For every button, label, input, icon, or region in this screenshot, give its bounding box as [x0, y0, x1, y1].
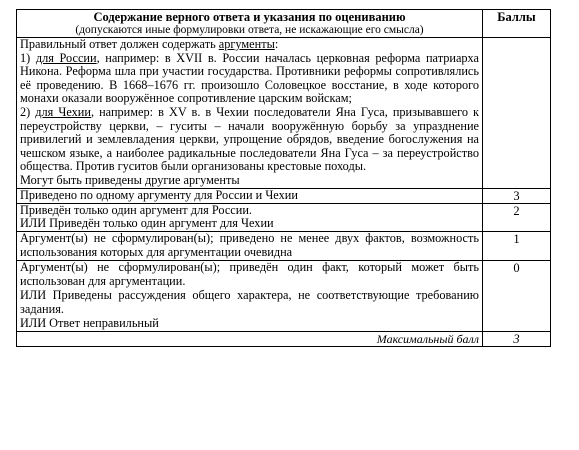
- arguments-term: аргументы: [218, 37, 275, 51]
- criterion-score: 0: [483, 261, 551, 332]
- header-row: [17, 10, 551, 38]
- answer-points-cell: [483, 38, 551, 189]
- criterion-row: [17, 261, 551, 332]
- country-czech: для Чехии: [35, 104, 91, 119]
- criterion-row: [17, 188, 551, 203]
- answer-intro: Правильный ответ должен содержать аргументы:: [20, 37, 279, 51]
- max-score-value: 3: [483, 331, 551, 346]
- criterion-row: [17, 203, 551, 232]
- criterion-score: 3: [483, 188, 551, 203]
- criterion-text: Приведён только один аргумент для России. ИЛИ Приведён только один аргумент для Чехии: [17, 203, 483, 232]
- criterion-text: Приведено по одному аргументу для России и Чехии: [17, 188, 483, 203]
- criterion-text: Аргумент(ы) не сформулирован(ы); приведено не менее двух фактов, возможность использования которых для аргументации очевидна: [17, 232, 483, 261]
- criterion-score: 2: [483, 203, 551, 232]
- points-header: Баллы: [483, 10, 551, 38]
- criterion-text: Аргумент(ы) не сформулирован(ы); приведён один факт, который может быть использован для аргументации. ИЛИ Приведены рассуждения общего характера, не соответствующие требованию задания. ИЛИ Ответ неправильный: [17, 261, 483, 332]
- header-cell: [17, 10, 483, 38]
- other-arguments-note: Могут быть приведены другие аргументы: [20, 172, 240, 187]
- grading-table: [16, 9, 551, 347]
- max-score-label: Максимальный балл: [17, 331, 483, 346]
- answer-cell: [17, 38, 483, 189]
- country-russia: для России: [35, 50, 97, 65]
- max-row: [17, 331, 551, 346]
- criterion-score: 1: [483, 232, 551, 261]
- argument-czech: 2) для Чехии, например: в XV в. в Чехии последователи Яна Гуса, призывавшего к переустройству церкви, – гуситы – начали вооружённую борьбу за упразднение привилегий и землевладения церкви, упрощение обрядов, введение богослужения на чешском языке, а наиболее радикальные последователи Яна Гуса – за переустройство общества. Против гуситов были организованы крестовые походы.: [20, 104, 479, 174]
- header-title: Содержание верного ответа и указания по оцениванию: [93, 10, 406, 24]
- argument-russia: 1) для России, например: в XVII в. России началась церковная реформа патриарха Никона. Реформа шла при участии государства. Противники реформы сопротивлялись её проведению. В 1668–1676 гг. произошло Соловецкое восстание, в ходе которого монахи оказали вооружённое сопротивление царским войскам;: [20, 50, 479, 106]
- answer-row: [17, 38, 551, 189]
- header-subtitle: (допускаются иные формулировки ответа, не искажающие его смысла): [75, 24, 424, 36]
- criterion-row: [17, 232, 551, 261]
